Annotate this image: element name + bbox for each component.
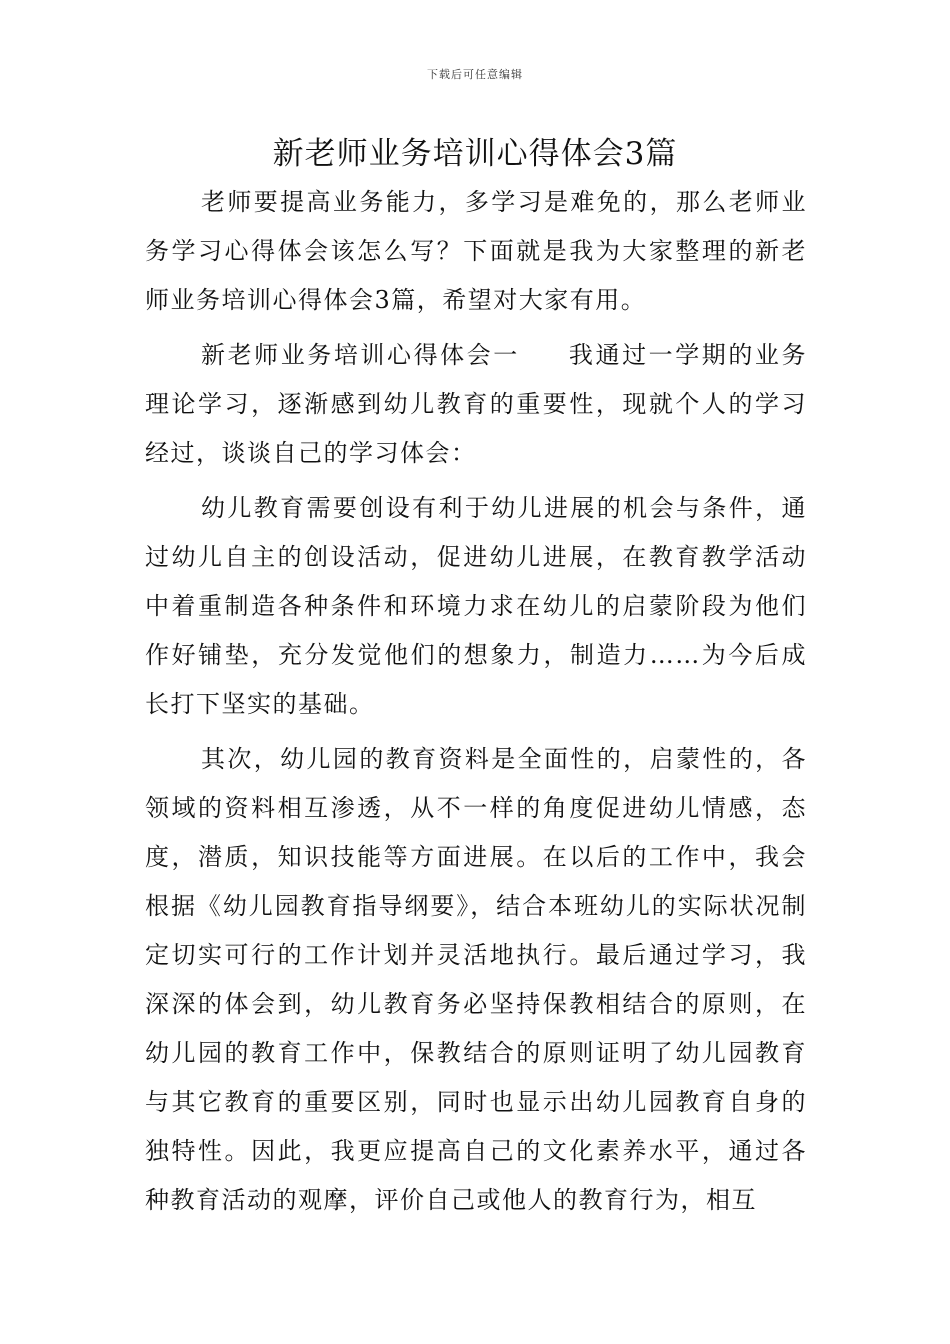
intro-paragraph: 老师要提高业务能力，多学习是难免的，那么老师业务学习心得体会该怎么写？下面就是我为大家整理的新老师业务培训心得体会3篇，希望对大家有用。 bbox=[145, 188, 807, 314]
document-title: 新老师业务培训心得体会3篇 bbox=[272, 136, 678, 172]
section-text: 我通过一学期的业务理论学习，逐渐感到幼儿教育的重要性，现就个人的学习经过，谈谈自己的学习体会： bbox=[145, 341, 808, 467]
document-body bbox=[145, 178, 807, 1225]
body-paragraph: 其次，幼儿园的教育资料是全面性的，启蒙性的，各领域的资料相互渗透，从不一样的角度促进幼儿情感，态度，潜质，知识技能等方面进展。在以后的工作中，我会根据《幼儿园教育指导纲要》，结合本班幼儿的实际状况制定切实可行的工作计划并灵活地执行。最后通过学习，我深深的体会到，幼儿教育务必坚持保教相结合的原则，在幼儿园的教育工作中，保教结合的原则证明了幼儿园教育与其它教育的重要区别，同时也显示出幼儿园教育自身的独特性。因此，我更应提高自己的文化素养水平，通过各种教育活动的观摩，评价自己或他人的教育行为，相互 bbox=[145, 745, 807, 1214]
body-paragraph: 幼儿教育需要创设有利于幼儿进展的机会与条件，通过幼儿自主的创设活动，促进幼儿进展，在教育教学活动中着重制造各种条件和环境力求在幼儿的启蒙阶段为他们作好铺垫，充分发觉他们的想象力，制造力……为今后成长打下坚实的基础。 bbox=[145, 494, 807, 718]
header-note: 下载后可任意编辑 bbox=[427, 68, 523, 81]
section-heading: 新老师业务培训心得体会一 bbox=[201, 341, 520, 369]
section-paragraph bbox=[145, 331, 807, 478]
